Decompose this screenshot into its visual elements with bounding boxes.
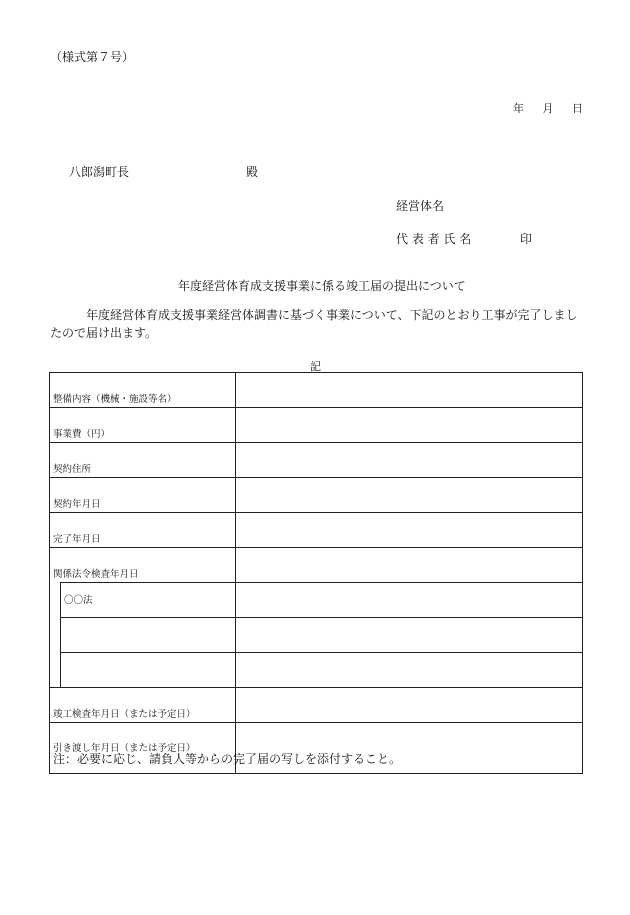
addressee-name: 八郎潟町長: [69, 165, 130, 179]
seal-mark: 印: [520, 232, 533, 246]
row-label-inspection-date: 関係法令検査年月日: [50, 548, 236, 583]
sub-gutter: [50, 653, 61, 688]
row-label-final-inspection: 竣工検査年月日（または予定日）: [50, 688, 236, 723]
table-row: [50, 443, 583, 478]
row-value-contract-address[interactable]: [236, 443, 583, 478]
table-row: [50, 513, 583, 548]
row-label-contract-date: 契約年月日: [50, 478, 236, 513]
sub-row-value-3[interactable]: [236, 653, 583, 688]
table-row: [50, 688, 583, 723]
row-value-equipment[interactable]: [236, 373, 583, 408]
representative-label: 代 表 者 氏 名: [396, 232, 472, 246]
table-row: [50, 408, 583, 443]
row-value-contract-date[interactable]: [236, 478, 583, 513]
sub-row-label-2: [61, 618, 236, 653]
sub-row-value-2[interactable]: [236, 618, 583, 653]
addressee-honorific: 殿: [246, 165, 259, 179]
row-value-cost[interactable]: [236, 408, 583, 443]
date-line: 年 月 日: [513, 102, 583, 115]
ki-heading: 記: [310, 360, 321, 373]
row-label-contract-address: 契約住所: [50, 443, 236, 478]
sub-row-label-3: [61, 653, 236, 688]
document-title: 年度経営体育成支援事業に係る竣工届の提出について: [178, 279, 466, 293]
footnote: 注：必要に応じ、請負人等からの完了届の写しを添付すること。: [53, 752, 402, 766]
body-text: 年度経営体育成支援事業経営体調書に基づく事業について、下記のとおり工事が完了しましたので届け出ます。: [50, 308, 578, 340]
body-paragraph: [50, 306, 588, 342]
table-row: [50, 653, 583, 688]
table-row: [50, 618, 583, 653]
row-label-handover: 引き渡し年月日（または予定日）: [50, 723, 236, 774]
row-label-cost: 事業費（円）: [50, 408, 236, 443]
report-form-table: [49, 372, 583, 774]
sub-gutter: [50, 583, 61, 618]
row-value-final-inspection[interactable]: [236, 688, 583, 723]
row-label-completion-date: 完了年月日: [50, 513, 236, 548]
sub-gutter: [50, 618, 61, 653]
form-number: （様式第７号）: [50, 50, 135, 64]
row-label-equipment: 整備内容（機械・施設等名）: [50, 373, 236, 408]
table-row: [50, 583, 583, 618]
table-row: [50, 373, 583, 408]
table-row: [50, 478, 583, 513]
row-value-inspection-date[interactable]: [236, 548, 583, 583]
sub-row-label-law: 〇〇法: [61, 583, 236, 618]
row-value-completion-date[interactable]: [236, 513, 583, 548]
table-row: [50, 548, 583, 583]
org-name-label: 経営体名: [396, 199, 445, 213]
sub-row-value-law[interactable]: [236, 583, 583, 618]
